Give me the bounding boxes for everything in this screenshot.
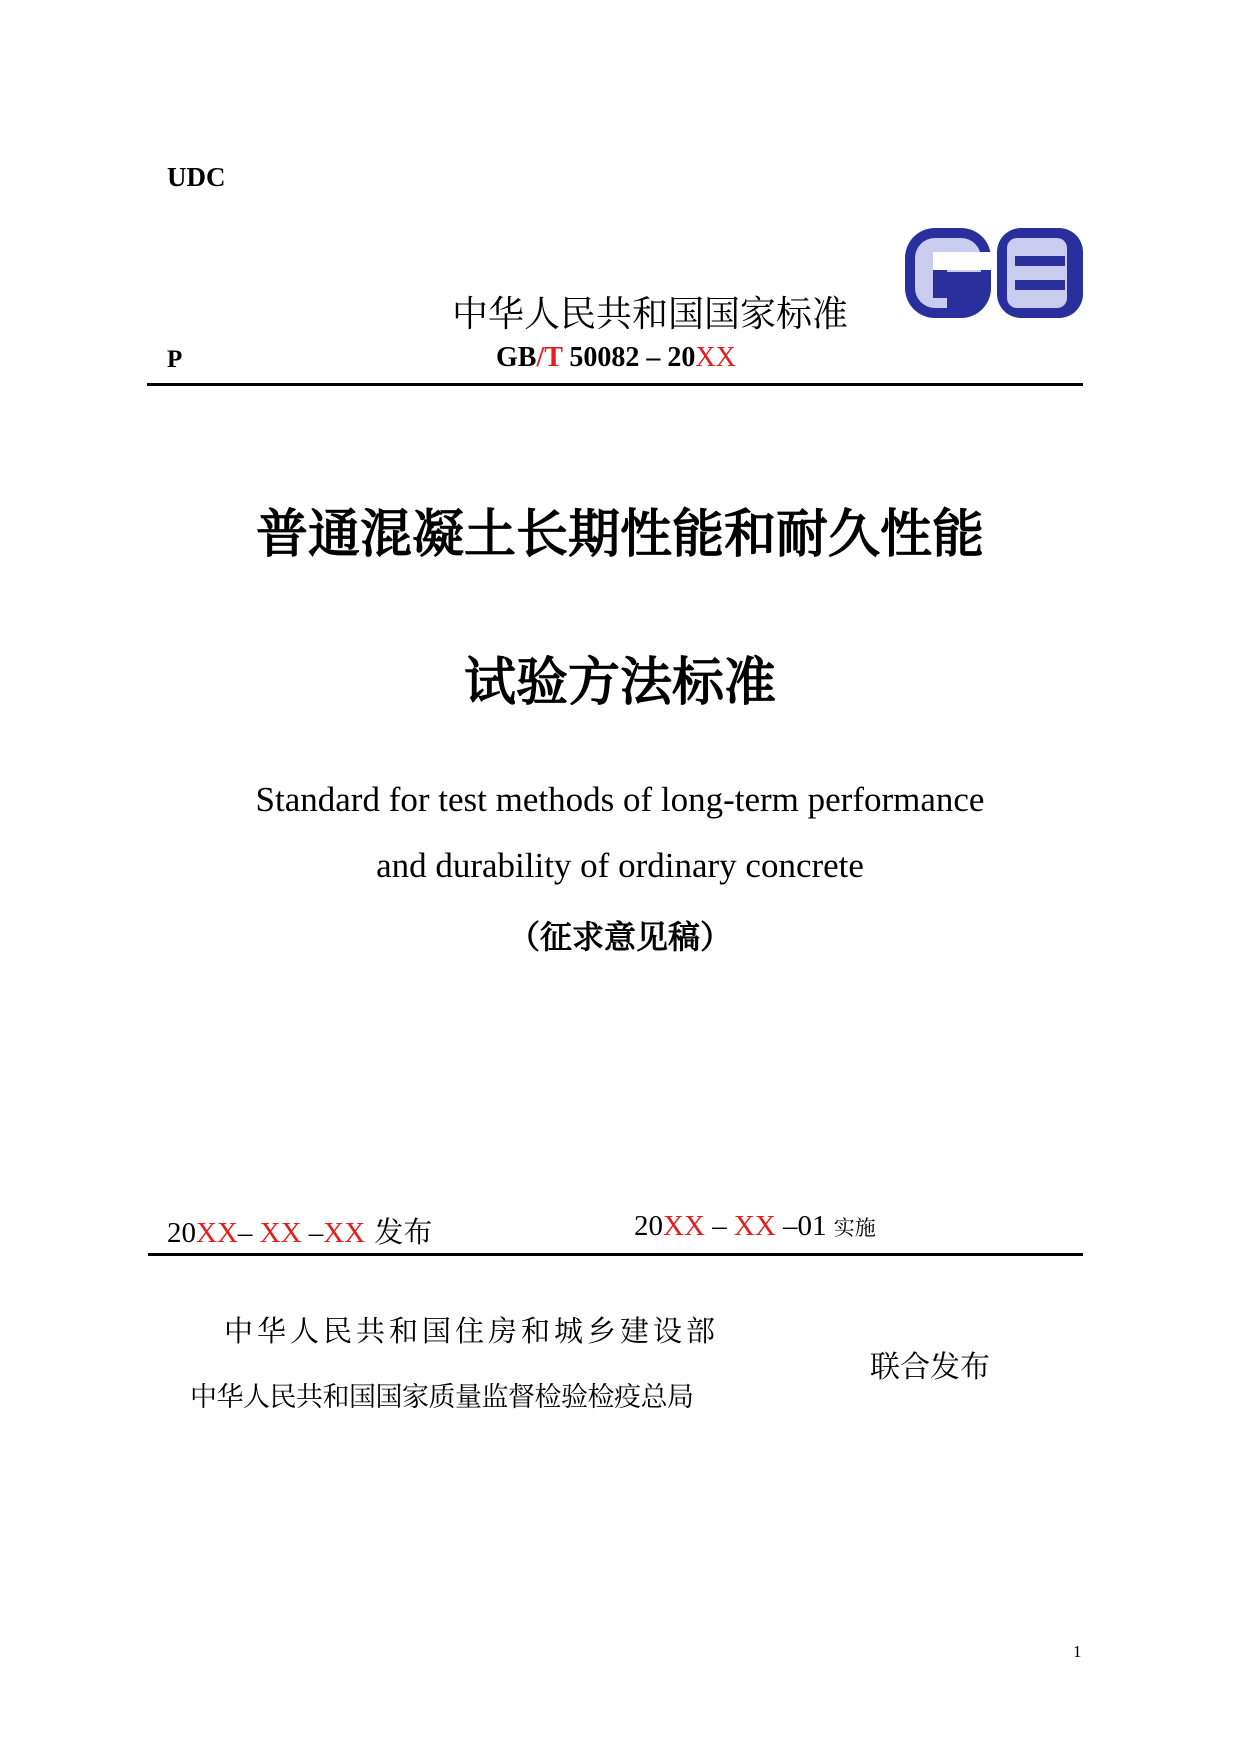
udc-label: UDC (167, 162, 226, 192)
effective-month-placeholder: XX (733, 1210, 776, 1242)
standard-code (496, 342, 736, 374)
joint-issue-label: 联合发布 (870, 1350, 990, 1385)
draft-label: （征求意见稿） (507, 918, 732, 956)
effective-sep1: – (704, 1210, 734, 1242)
code-year-placeholder: XX (695, 342, 736, 373)
title-cn-line2: 试验方法标准 (463, 653, 776, 713)
header-rule (147, 383, 1083, 386)
page-number: 1 (1073, 1642, 1082, 1661)
issue-year-placeholder: XX (196, 1217, 238, 1249)
effective-date (634, 1210, 876, 1243)
issue-day-placeholder: XX (323, 1217, 366, 1249)
effective-day: –01 (775, 1210, 834, 1242)
title-en-line2: and durability of ordinary concrete (376, 846, 864, 885)
issue-label: 发布 (365, 1215, 433, 1249)
issue-month-placeholder: XX (259, 1217, 302, 1249)
issuer-line1: 中华人民共和国住房和城乡建设部 (224, 1314, 720, 1348)
effective-label: 实施 (833, 1216, 876, 1240)
title-en-line1: Standard for test methods of long-term performance (255, 780, 985, 819)
issue-date (167, 1210, 432, 1251)
issue-sep2: – (301, 1217, 324, 1249)
code-type: /T (536, 342, 563, 373)
issue-sep1: – (237, 1217, 260, 1249)
issue-year-prefix: 20 (167, 1217, 196, 1249)
national-standard-heading: 中华人民共和国国家标准 (452, 294, 849, 335)
code-gb: GB (496, 342, 537, 373)
footer-rule (148, 1253, 1083, 1256)
classification-label: P (167, 346, 183, 373)
effective-year-placeholder: XX (663, 1210, 705, 1242)
title-cn-line1: 普通混凝土长期性能和耐久性能 (255, 505, 984, 565)
issuer-line2: 中华人民共和国国家质量监督检验检疫总局 (190, 1382, 694, 1413)
code-number: 50082 – 20 (562, 342, 696, 373)
effective-year-prefix: 20 (634, 1210, 663, 1242)
gb-logo (903, 226, 1085, 320)
